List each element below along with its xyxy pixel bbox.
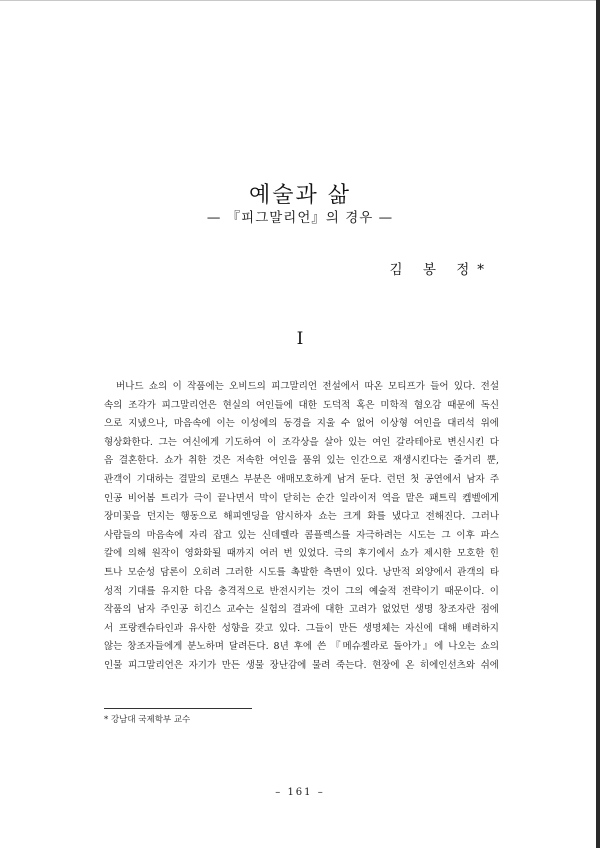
body-line: 장미꽃을 던지는 행동으로 해피엔딩을 암시하자 쇼는 크게 화를 냈다고 전해진다. 그러나: [104, 511, 499, 523]
section-heading: I: [296, 329, 304, 349]
body-line: 성적 기대를 유지한 다음 충격적으로 반전시키는 것이 그의 예술적 전략이기 때문이다. 이: [104, 585, 499, 597]
body-line: 칼에 의해 원작이 영화화될 때까지 여러 번 있었다. 극의 후기에서 쇼가 제시한 모호한 힌: [104, 548, 499, 560]
paper-title: 예술과 삶: [248, 183, 351, 208]
body-line: 버나드 쇼의 이 작품에는 오비드의 피그말리언 전설에서 따온 모티프가 들어 있다. 전설: [116, 381, 499, 392]
paper-subtitle: — 『피그말리언』의 경우 —: [206, 210, 394, 226]
body-line: 으로 지냈으나, 마음속에 이는 이성에의 동경을 지울 수 없어 이상형 여인을 대리석 위에: [104, 418, 499, 430]
body-line: 관객이 기대하는 결말의 로맨스 부분은 애매모호하게 남겨 둔다. 런던 첫 공연에서 남자 주: [104, 473, 499, 485]
body-paragraph: [104, 378, 499, 676]
body-line: 않는 창조자들에게 분노하며 달려든다. 8년 후에 쓴 『메슈젤라로 돌아가』에 나오는 쇼의: [104, 641, 499, 653]
body-line: 작품의 남자 주인공 히긴스 교수는 실험의 결과에 대한 고려가 없었던 생명 창조자란 점에: [104, 604, 499, 616]
body-line: 음 결혼한다. 쇼가 취한 것은 저속한 여인을 품위 있는 인간으로 재생시킨다는 줄거리 뿐,: [104, 455, 499, 467]
body-line: 트나 모순성 담론이 오히려 그러한 시도를 촉발한 측면이 있다. 낭만적 외양에서 관객의 타: [104, 566, 499, 578]
body-line: 형상화한다. 그는 여신에게 기도하여 이 조각상을 살아 있는 여인 갈라테아로 변신시킨 다: [104, 436, 499, 448]
page-top-edge: [0, 0, 600, 1]
author-footnote: * 강남대 국제학부 교수: [104, 715, 191, 725]
footnote-divider: [104, 708, 252, 709]
page-number: – 161 –: [275, 787, 325, 798]
page-right-edge: [596, 0, 600, 848]
body-line: 속의 조각가 피그말리언은 현실의 여인들에 대한 도덕적 혹은 미학적 혐오감 때문에 독신: [104, 399, 499, 411]
body-line: 인물 피그말리언은 자기가 만든 생물 장난감에 물려 죽는다. 현장에 온 히에인선츠와 쉬에: [104, 659, 499, 671]
body-line: 서 프랑켄슈타인과 유사한 성향을 갖고 있다. 그들이 만든 생명체는 자신에 대해 배려하지: [104, 622, 499, 634]
author-name: 김 봉 정*: [389, 262, 492, 278]
body-line: 인공 비어봄 트리가 극이 끝나면서 막이 닫히는 순간 일라이저 역을 맡은 패트릭 켐벨에게: [104, 492, 499, 504]
body-line: 사람들의 마음속에 자리 잡고 있는 신데렐라 콤플렉스를 자극하려는 시도는 그 이후 파스: [104, 529, 499, 541]
